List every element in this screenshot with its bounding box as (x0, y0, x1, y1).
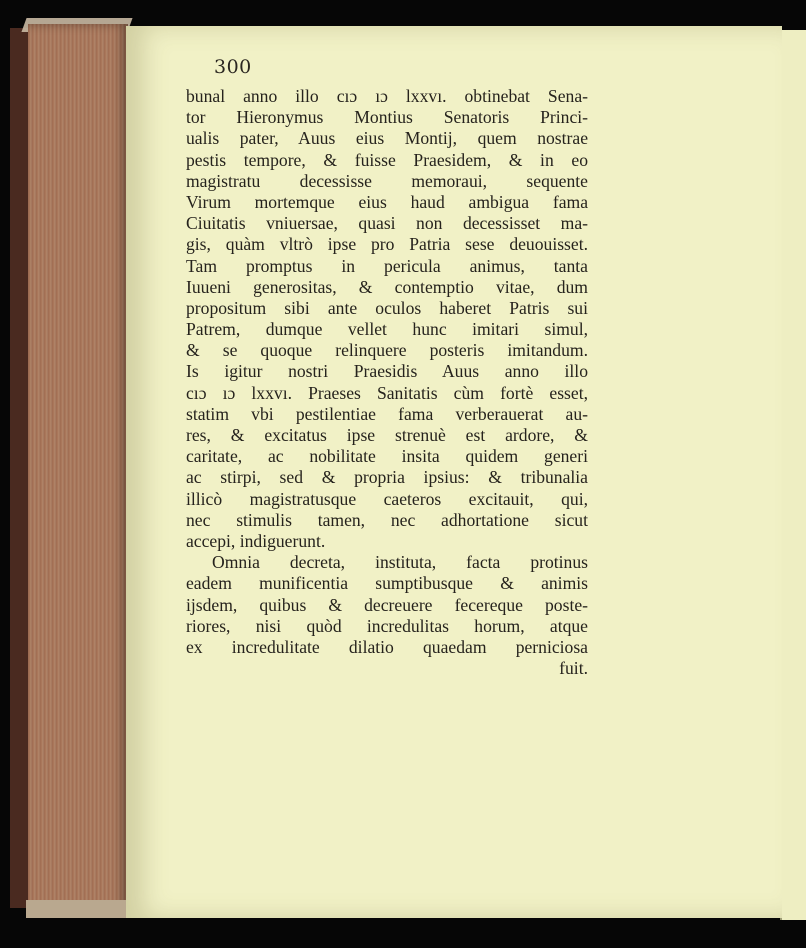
page-text (186, 86, 588, 679)
text-line: nec stimulis tamen, nec adhortatione sicut (186, 509, 588, 530)
text-line: illicò magistratusque caeteros excitauit, qui, (186, 488, 588, 509)
text-line: Iuueni generositas, & contemptio vitae, dum (186, 276, 588, 297)
text-line: pestis tempore, & fuisse Praesidem, & in eo (186, 149, 588, 170)
text-line: Tam promptus in pericula animus, tanta (186, 255, 588, 276)
text-line: propositum sibi ante oculos haberet Patris sui (186, 297, 588, 318)
text-line: ex incredulitate dilatio quaedam perniciosa (186, 636, 588, 657)
text-line: Virum mortemque eius haud ambigua fama (186, 191, 588, 212)
text-line: gis, quàm vltrò ipse pro Patria sese deuouisset. (186, 234, 588, 255)
text-line: caritate, ac nobilitate insita quidem generi (186, 446, 588, 467)
text-line: Ciuitatis vniuersae, quasi non decessisset ma- (186, 213, 588, 234)
text-line: res, & excitatus ipse strenuè est ardore, & (186, 425, 588, 445)
text-line: ijsdem, quibus & decreuere fecereque poste- (186, 594, 588, 615)
text-line: cıɔ ıɔ lxxvı. Praeses Sanitatis cùm fortè esset, (186, 382, 588, 403)
catchword: fuit. (559, 658, 588, 679)
text-line: bunal anno illo cıɔ ıɔ lxxvı. obtinebat Sena- (186, 86, 588, 106)
page-block-edge (28, 24, 128, 916)
text-line: riores, nisi quòd incredulitas horum, atque (186, 615, 588, 636)
text-line: Omnia decreta, instituta, facta protinus (212, 552, 588, 573)
text-line: Is igitur nostri Praesidis Auus anno illo (186, 361, 588, 382)
page-number: 300 (214, 56, 252, 78)
text-line: tor Hieronymus Montius Senatoris Princi- (186, 107, 588, 128)
text-line: ualis pater, Auus eius Montij, quem nostrae (186, 128, 588, 149)
text-line: magistratu decessisse memoraui, sequente (186, 170, 588, 191)
text-line: statim vbi pestilentiae fama verberauerat au- (186, 403, 588, 424)
text-line: ac stirpi, sed & propria ipsius: & tribunalia (186, 467, 588, 488)
text-line: eadem munificentia sumptibusque & animis (186, 573, 588, 594)
text-line: & se quoque relinquere posteris imitandum. (186, 340, 588, 361)
page-block-bottom (26, 900, 130, 918)
facing-page-edge (780, 30, 806, 920)
text-line: Patrem, dumque vellet hunc imitari simul, (186, 319, 588, 340)
text-line: accepi, indiguerunt. (186, 530, 326, 551)
